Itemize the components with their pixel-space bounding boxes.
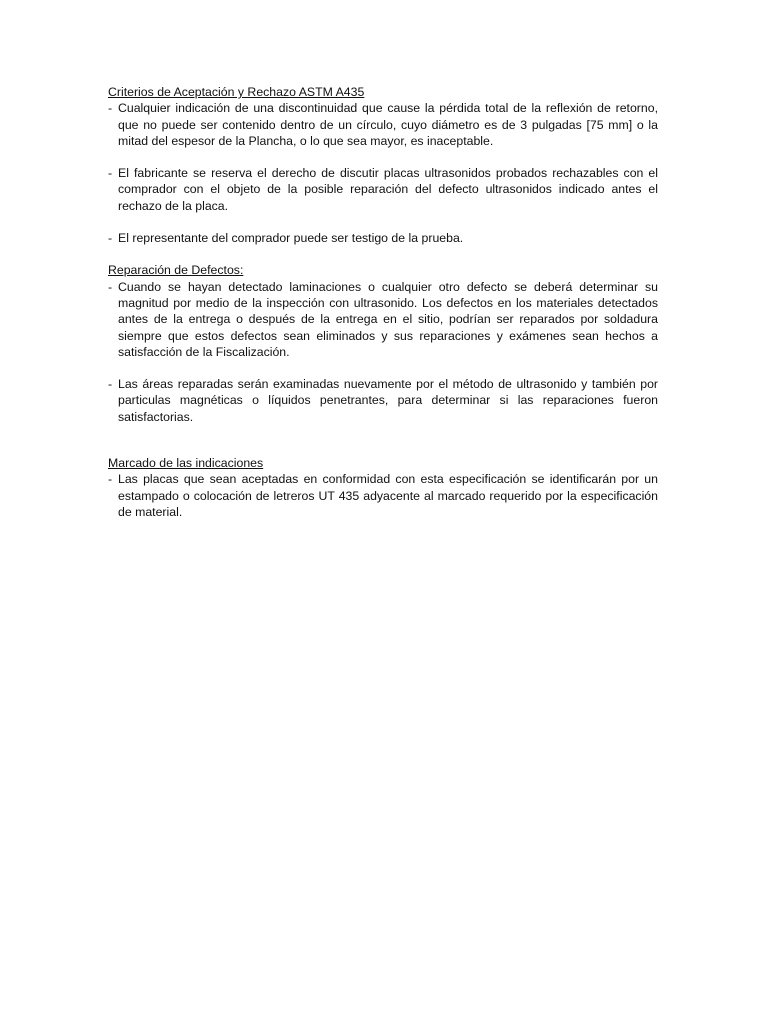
list-item: [108, 230, 658, 246]
list-item-text: Cuando se hayan detectado laminaciones o cualquier otro defecto se deberá determinar su magnitud por medio de la inspección con ultrasonido. Los defectos en los materiales detectados antes de la entrega o después de la entrega en el sitio, podrían ser reparados por soldadura siempre que estos defectos sean eliminados y sus reparaciones y exámenes sean hechos a satisfacción de la Fiscalización.: [118, 279, 658, 359]
list-item-text: Cualquier indicación de una discontinuidad que cause la pérdida total de la reflexión de retorno, que no puede ser contenido dentro de un círculo, cuyo diámetro es de 3 pulgadas [75 mm] o la mitad del espesor de la Plancha, o lo que sea mayor, es inaceptable.: [118, 101, 658, 148]
list-item: [108, 471, 658, 520]
list-item-text: El representante del comprador puede ser testigo de la prueba.: [118, 231, 464, 246]
bullet-dash: -: [108, 472, 113, 487]
bullet-dash: -: [108, 377, 113, 392]
section-heading: Criterios de Aceptación y Rechazo ASTM A435: [108, 85, 365, 99]
list-item-text: El fabricante se reserva el derecho de discutir placas ultrasonidos probados rechazables con el comprador con el objeto de la posible reparación del defecto ultrasonidos indicado antes el rechazo de la placa.: [118, 166, 658, 213]
list-item-text: Las placas que sean aceptadas en conformidad con esta especificación se identificarán por un estampado o colocación de letreros UT 435 adyacente al marcado requerido por la especificación de material.: [118, 472, 658, 519]
list-item: [108, 279, 658, 360]
section-heading-colon: :: [239, 263, 244, 278]
list-item: [108, 376, 658, 425]
list-item: [108, 165, 658, 214]
section-marking: [108, 455, 658, 520]
bullet-dash: -: [108, 231, 113, 246]
bullet-dash: -: [108, 279, 113, 294]
list-item-text: Las áreas reparadas serán examinadas nuevamente por el método de ultrasonido y también por particulas magnéticas o líquidos penetrantes, para determinar si las reparaciones fueron satisfactorias.: [118, 377, 658, 424]
bullet-dash: -: [108, 101, 113, 116]
list-item: [108, 100, 658, 149]
section-acceptance-criteria: [108, 84, 658, 246]
section-defect-repair: [108, 262, 658, 425]
section-heading: [108, 262, 658, 278]
bullet-dash: -: [108, 166, 113, 181]
section-heading: Marcado de las indicaciones: [108, 456, 264, 471]
section-heading-text: Reparación de Defectos: [108, 263, 240, 278]
document-page: [108, 84, 658, 520]
